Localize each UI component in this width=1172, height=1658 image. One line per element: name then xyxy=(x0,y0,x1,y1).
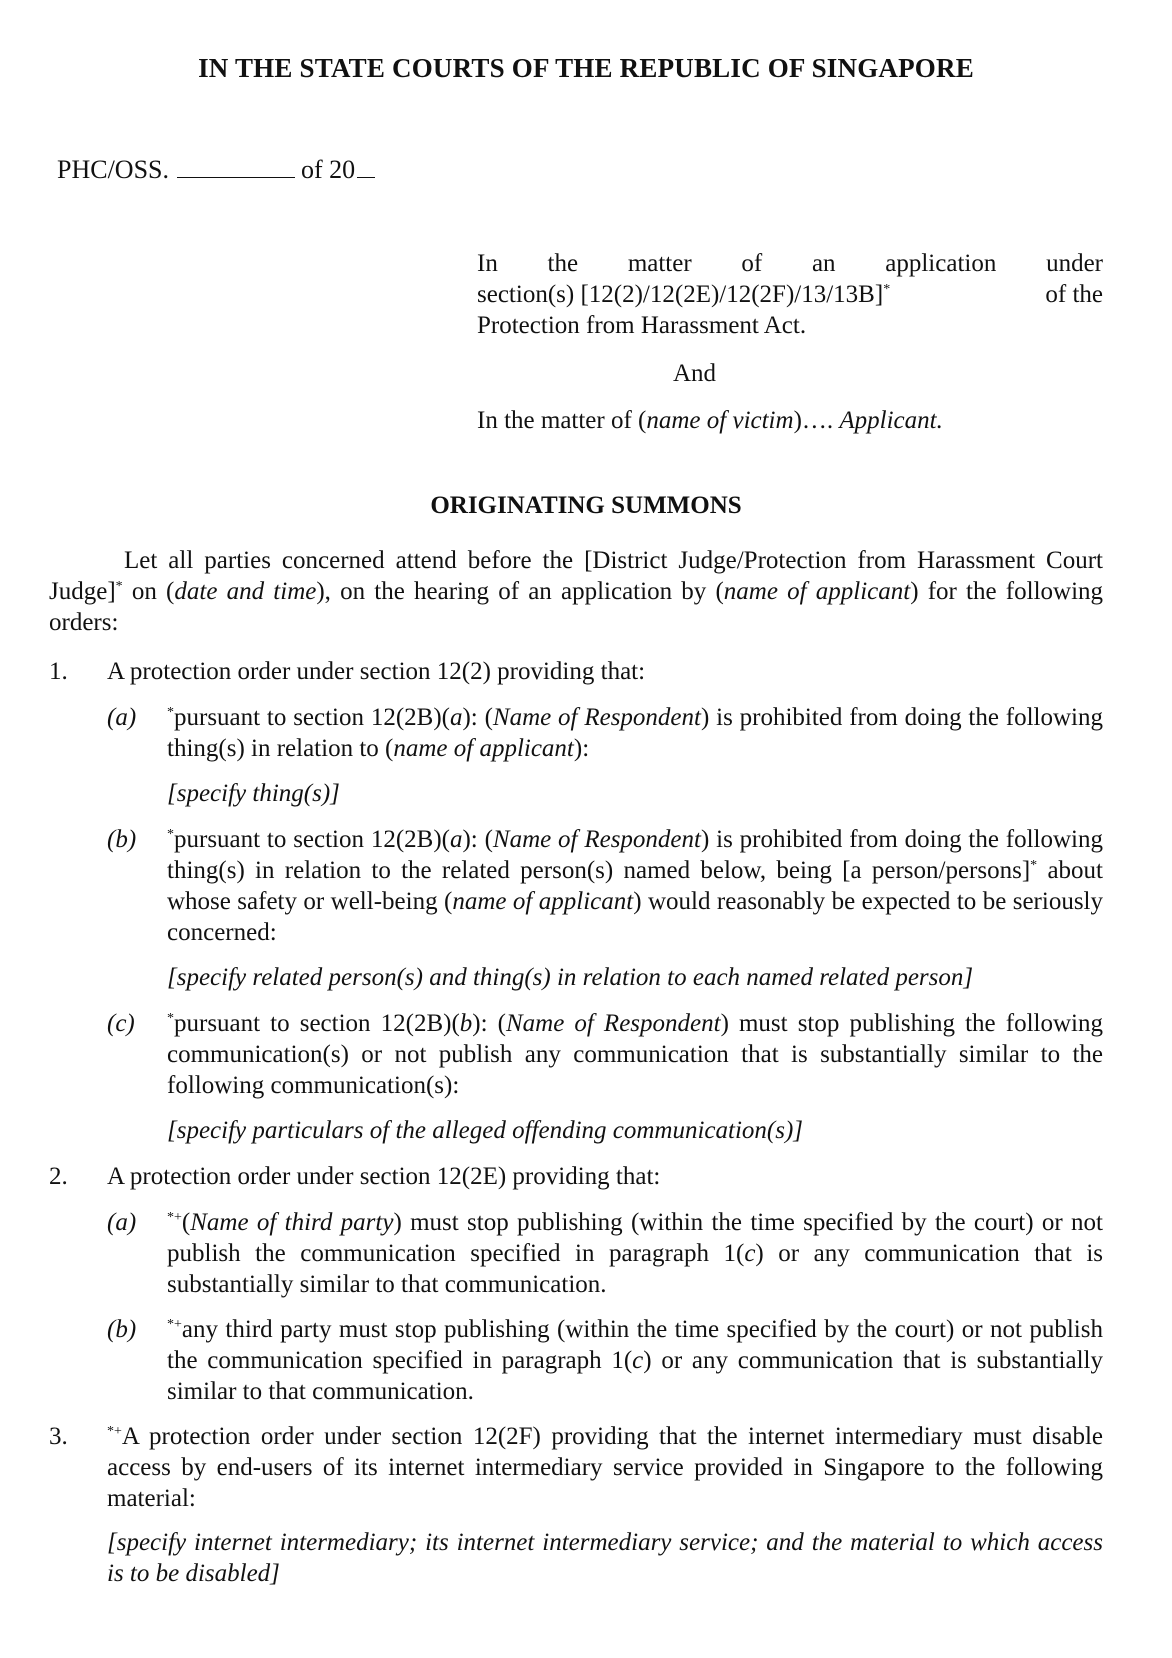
order-3-text: *+A protection order under section 12(2F) providing that the internet intermediary must disable access by end-users of its internet intermediary service provided in Singapore to the following material: xyxy=(107,1423,1103,1512)
order-3-spec: [specify internet intermediary; its internet intermediary service; and the material to which access is to be disabled] xyxy=(107,1529,1103,1587)
order-1b-text: *pursuant to section 12(2B)(a): (Name of Respondent) is prohibited from doing the following thing(s) in relation to the related person(s) named below, being [a person/persons]* about whose safety or well-being (name of applicant) would reasonably be expected to be seriously concerned: xyxy=(167,826,1104,946)
matter-line-1 xyxy=(477,248,1103,279)
and-connector: And xyxy=(672,360,717,387)
order-1c-text: *pursuant to section 12(2B)(b): (Name of Respondent) must stop publishing the following communication(s) or not publish any communication that is substantially similar to the following communication(s): xyxy=(167,1010,1103,1099)
matter-block xyxy=(477,248,1103,341)
matter-sections: section(s) [12(2)/12(2E)/12(2F)/13/13B]* xyxy=(477,281,891,308)
matter-line-1-word: under xyxy=(1046,250,1103,277)
summons-title: ORIGINATING SUMMONS xyxy=(430,492,742,519)
case-year-label: of 20 xyxy=(301,155,356,184)
matter-line-3: Protection from Harassment Act. xyxy=(477,312,807,339)
victim-line: In the matter of (name of victim)…. Applicant. xyxy=(477,407,943,434)
order-1c-spec: [specify particulars of the alleged offending communication(s)] xyxy=(167,1117,804,1144)
matter-line-1-word: application xyxy=(885,250,997,277)
matter-line-2 xyxy=(477,279,1103,310)
order-2a-text: *+(Name of third party) must stop publishing (within the time specified by the court) or not publish the communication specified in paragraph 1(c) or any communication that is substantially similar to that communication. xyxy=(167,1209,1103,1298)
order-1a-label: (a) xyxy=(107,704,137,731)
case-number-line xyxy=(57,152,375,185)
order-2a-label: (a) xyxy=(107,1209,137,1236)
matter-of-the: of the xyxy=(1045,281,1103,308)
order-1a-text: *pursuant to section 12(2B)(a): (Name of Respondent) is prohibited from doing the following thing(s) in relation to (name of applicant): xyxy=(167,704,1103,762)
order-2-heading: A protection order under section 12(2E) providing that: xyxy=(107,1163,661,1190)
order-3-number: 3. xyxy=(49,1423,68,1450)
case-number-blank xyxy=(177,152,295,178)
matter-line-1-word: the xyxy=(547,250,579,277)
order-1-number: 1. xyxy=(49,658,68,685)
matter-line-1-word: In xyxy=(477,250,498,277)
order-2b-label: (b) xyxy=(107,1316,137,1343)
intro-paragraph: Let all parties concerned attend before the [District Judge/Protection from Harassment Court Judge]* on (date and time), on the hearing of an application by (name of applicant) for the following orders: xyxy=(49,547,1104,636)
order-1a-spec: [specify thing(s)] xyxy=(167,780,340,807)
order-1b-label: (b) xyxy=(107,826,137,853)
order-1b-spec: [specify related person(s) and thing(s) in relation to each named related person] xyxy=(167,964,974,991)
order-2-number: 2. xyxy=(49,1163,68,1190)
matter-line-1-word: an xyxy=(811,250,836,277)
order-1-heading: A protection order under section 12(2) providing that: xyxy=(107,658,646,685)
case-year-blank xyxy=(357,152,375,178)
matter-line-1-word: matter xyxy=(627,250,692,277)
order-1c-label: (c) xyxy=(107,1010,135,1037)
court-title: IN THE STATE COURTS OF THE REPUBLIC OF SINGAPORE xyxy=(198,53,974,83)
matter-line-1-word: of xyxy=(741,250,763,277)
order-2b-text: *+any third party must stop publishing (within the time specified by the court) or not publish the communication specified in paragraph 1(c) or any communication that is substantially similar to that communication. xyxy=(167,1316,1103,1405)
case-prefix: PHC/OSS. xyxy=(57,155,169,184)
